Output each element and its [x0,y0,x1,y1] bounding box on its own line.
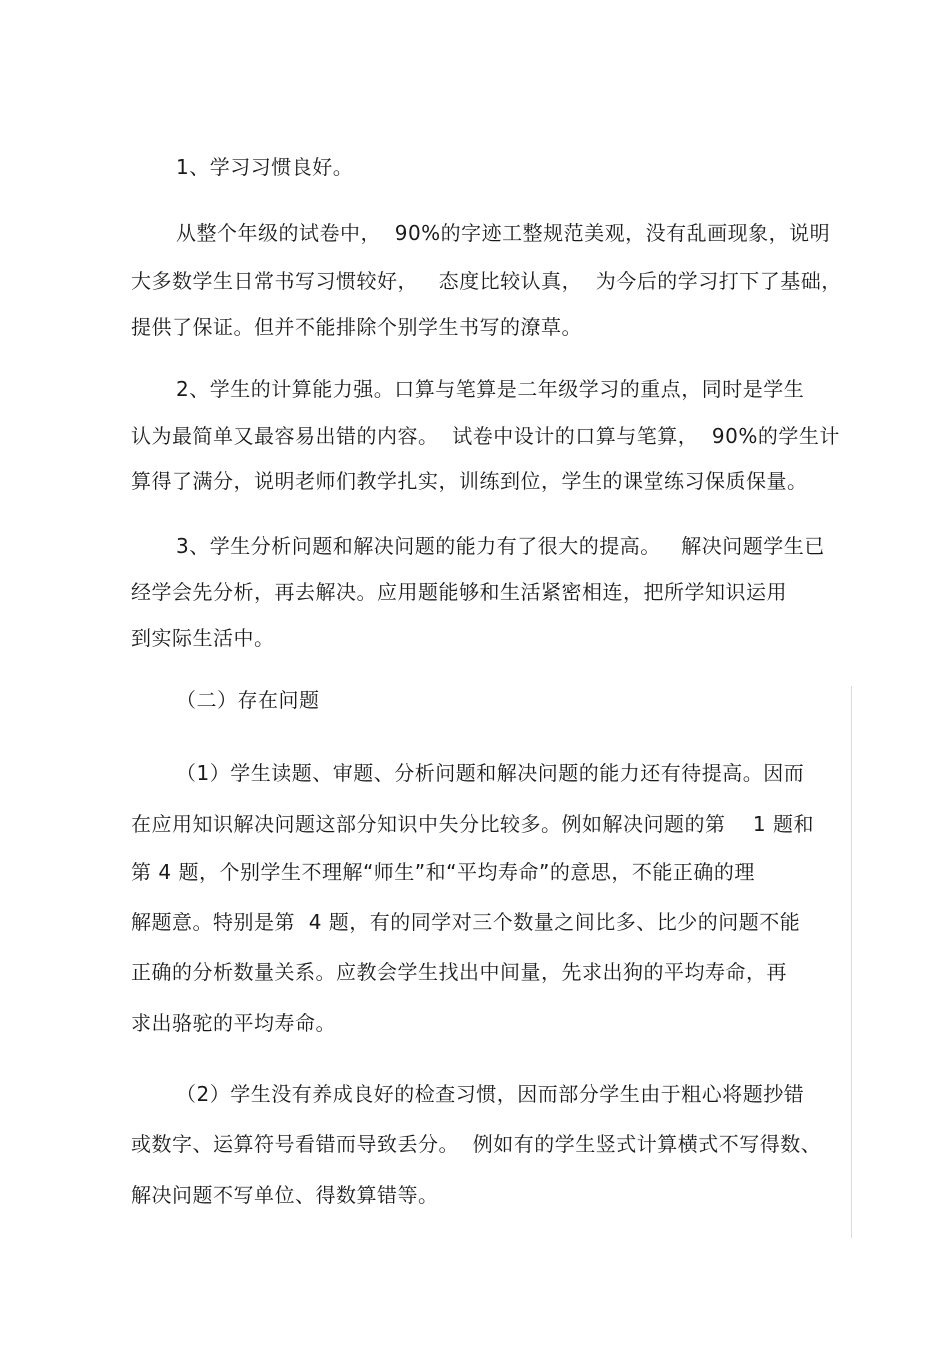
paragraph-line: 大多数学生日常书写习惯较好， 态度比较认真， 为今后的学习打下了基础， [131,269,842,293]
paragraph-line: 从整个年级的试卷中， 90%的字迹工整规范美观，没有乱画现象，说明 [176,221,831,245]
paragraph-line: 经学会先分析，再去解决。应用题能够和生活紧密相连，把所学知识运用 [131,580,787,604]
section-heading-problems: （二）存在问题 [176,688,320,712]
heading-study-habits: 1、学习习惯良好。 [176,155,354,179]
paragraph-line: 正确的分析数量关系。应教会学生找出中间量，先求出狗的平均寿命，再 [131,960,787,984]
paragraph-line: 提供了保证。但并不能排除个别学生书写的潦草。 [131,315,582,339]
paragraph-line: 第 4 题，个别学生不理解“师生”和“平均寿命”的意思，不能正确的理 [131,860,755,884]
paragraph-line: （2）学生没有养成良好的检查习惯，因而部分学生由于粗心将题抄错 [176,1082,805,1106]
paragraph-line: 算得了满分，说明老师们教学扎实，训练到位，学生的课堂练习保质保量。 [131,469,808,493]
paragraph-line: 2、学生的计算能力强。口算与笔算是二年级学习的重点，同时是学生 [176,377,805,401]
paragraph-line: 到实际生活中。 [131,626,275,650]
paragraph-line: 解决问题不写单位、得数算错等。 [131,1183,439,1207]
paragraph-line: 3、学生分析问题和解决问题的能力有了很大的提高。 解决问题学生已 [176,534,825,558]
paragraph-line: 解题意。特别是第 4 题，有的同学对三个数量之间比多、比少的问题不能 [131,910,801,934]
paragraph-line: 或数字、运算符号看错而导致丢分。 例如有的学生竖式计算横式不写得数、 [131,1132,822,1156]
paragraph-line: 认为最简单又最容易出错的内容。 试卷中设计的口算与笔算， 90%的学生计 [131,424,840,448]
paragraph-line: 求出骆驼的平均寿命。 [131,1011,336,1035]
page-edge-rule [851,686,852,1238]
paragraph-line: 在应用知识解决问题这部分知识中失分比较多。例如解决问题的第 1 题和 [131,812,815,836]
paragraph-line: （1）学生读题、审题、分析问题和解决问题的能力还有待提高。因而 [176,761,805,785]
